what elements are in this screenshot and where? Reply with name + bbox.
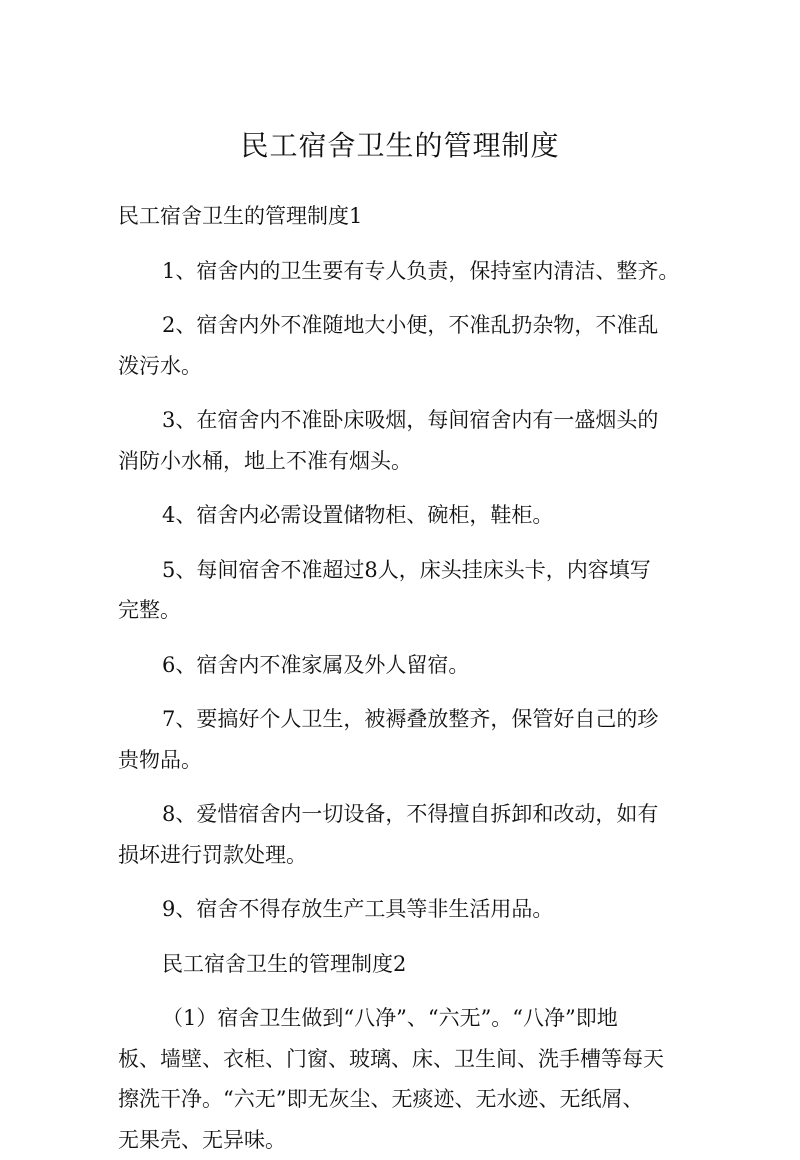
section-heading-2: 民工宿舍卫生的管理制度2 — [118, 944, 690, 985]
paragraph-line: 8、爱惜宿舍内一切设备，不得擅自拆卸和改动，如有 — [118, 794, 690, 835]
paragraph-line: 7、要搞好个人卫生，被褥叠放整齐，保管好自己的珍 — [118, 699, 690, 740]
paragraph-line: 4、宿舍内必需设置储物柜、碗柜，鞋柜。 — [118, 495, 690, 536]
paragraph-line: 5、每间宿舍不准超过8人，床头挂床头卡，内容填写 — [118, 550, 690, 591]
document-body — [118, 196, 690, 1160]
paragraph-line: 2、宿舍内外不准随地大小便，不准乱扔杂物，不准乱 — [118, 305, 690, 346]
section-heading-1: 民工宿舍卫生的管理制度1 — [118, 196, 690, 237]
paragraph-line: 贵物品。 — [118, 740, 690, 781]
paragraph-line: 损坏进行罚款处理。 — [118, 835, 690, 876]
paragraph-line: 板、墙壁、衣柜、门窗、玻璃、床、卫生间、洗手槽等每天 — [118, 1039, 690, 1080]
paragraph-line: 泼污水。 — [118, 346, 690, 387]
paragraph-line: 6、宿舍内不准家属及外人留宿。 — [118, 645, 690, 686]
paragraph-line: 完整。 — [118, 590, 690, 631]
paragraph-line: 无果壳、无异味。 — [118, 1120, 690, 1160]
paragraph-line: 擦洗干净。“六无”即无灰尘、无痰迹、无水迹、无纸屑、 — [118, 1079, 690, 1120]
paragraph-line: 9、宿舍不得存放生产工具等非生活用品。 — [118, 889, 690, 930]
paragraph-line: 消防小水桶，地上不准有烟头。 — [118, 441, 690, 482]
paragraph-line: （1）宿舍卫生做到“八净”、“六无”。“八净”即地 — [118, 998, 690, 1039]
paragraph-line: 1、宿舍内的卫生要有专人负责，保持室内清洁、整齐。 — [118, 251, 690, 292]
paragraph-line: 3、在宿舍内不准卧床吸烟，每间宿舍内有一盛烟头的 — [118, 400, 690, 441]
document-title: 民工宿舍卫生的管理制度 — [0, 128, 800, 164]
